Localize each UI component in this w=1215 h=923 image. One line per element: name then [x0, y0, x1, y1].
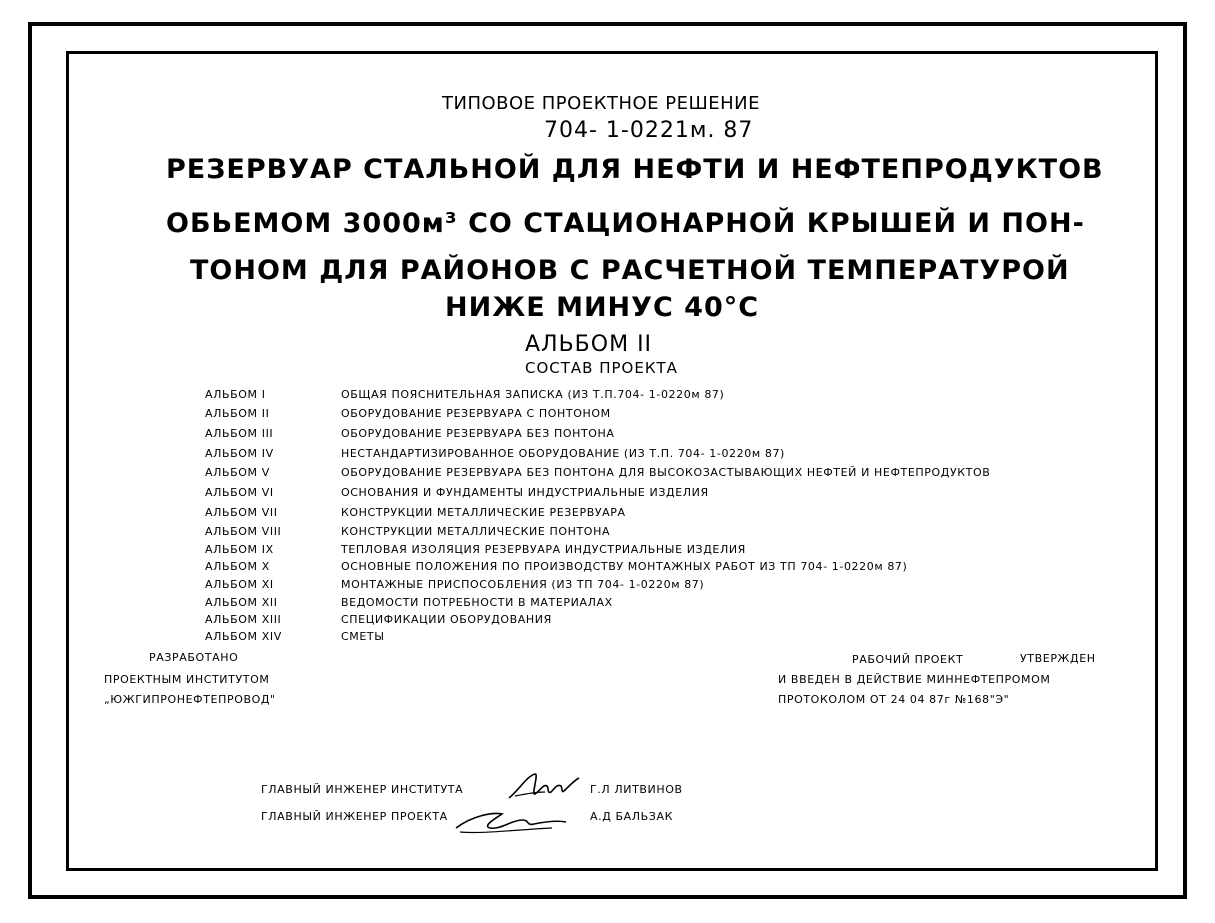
developer-line-1: РАЗРАБОТАНО	[149, 651, 239, 664]
album-description: ОБОРУДОВАНИЕ РЕЗЕРВУАРА БЕЗ ПОНТОНА	[341, 427, 615, 440]
album-description: ОБОРУДОВАНИЕ РЕЗЕРВУАРА БЕЗ ПОНТОНА ДЛЯ ВЫСОКОЗАСТЫВАЮЩИХ НЕФТЕЙ И НЕФТЕПРОДУКТОВ	[341, 466, 991, 479]
album-label: АЛЬБОМ XI	[205, 578, 274, 591]
album-description: КОНСТРУКЦИИ МЕТАЛЛИЧЕСКИЕ РЕЗЕРВУАРА	[341, 506, 626, 519]
signature-name: Г.Л ЛИТВИНОВ	[590, 783, 683, 796]
title-line-4: НИЖЕ МИНУС 40°С	[445, 292, 760, 323]
album-label: АЛЬБОМ V	[205, 466, 270, 479]
signature-role: ГЛАВНЫЙ ИНЖЕНЕР ИНСТИТУТА	[261, 783, 464, 796]
signature-name: А.Д БАЛЬЗАК	[590, 810, 673, 823]
album-label: АЛЬБОМ XIII	[205, 613, 282, 626]
title-line-1: РЕЗЕРВУАР СТАЛЬНОЙ ДЛЯ НЕФТИ И НЕФТЕПРОДУКТОВ	[166, 154, 1104, 185]
series-label: ТИПОВОЕ ПРОЕКТНОЕ РЕШЕНИЕ	[442, 93, 760, 114]
project-number: 704- 1-0221м. 87	[544, 118, 754, 143]
developer-line-2: ПРОЕКТНЫМ ИНСТИТУТОМ	[104, 673, 270, 686]
album-description: СМЕТЫ	[341, 630, 385, 643]
approval-line-1a: РАБОЧИЙ ПРОЕКТ	[852, 653, 964, 666]
approval-line-3: ПРОТОКОЛОМ ОТ 24 04 87г №168"Э"	[778, 693, 1010, 706]
album-description: ОСНОВАНИЯ И ФУНДАМЕНТЫ ИНДУСТРИАЛЬНЫЕ ИЗДЕЛИЯ	[341, 486, 709, 499]
album-label: АЛЬБОМ I	[205, 388, 266, 401]
title-line-2: ОБЬЕМОМ 3000м³ СО СТАЦИОНАРНОЙ КРЫШЕЙ И ПОН-	[166, 208, 1085, 239]
title-line-3: ТОНОМ ДЛЯ РАЙОНОВ С РАСЧЕТНОЙ ТЕМПЕРАТУРОЙ	[190, 255, 1070, 286]
album-label: АЛЬБОМ IV	[205, 447, 274, 460]
album-description: НЕСТАНДАРТИЗИРОВАННОЕ ОБОРУДОВАНИЕ (ИЗ Т.П. 704- 1-0220м 87)	[341, 447, 785, 460]
album-label: АЛЬБОМ III	[205, 427, 274, 440]
album-description: СПЕЦИФИКАЦИИ ОБОРУДОВАНИЯ	[341, 613, 552, 626]
approval-line-2: И ВВЕДЕН В ДЕЙСТВИЕ МИННЕФТЕПРОМОМ	[778, 673, 1051, 686]
album-title: АЛЬБОМ II	[525, 332, 653, 357]
composition-title: СОСТАВ ПРОЕКТА	[525, 359, 678, 377]
album-description: ВЕДОМОСТИ ПОТРЕБНОСТИ В МАТЕРИАЛАХ	[341, 596, 613, 609]
signature-role: ГЛАВНЫЙ ИНЖЕНЕР ПРОЕКТА	[261, 810, 448, 823]
album-description: ОБЩАЯ ПОЯСНИТЕЛЬНАЯ ЗАПИСКА (ИЗ Т.П.704- 1-0220м 87)	[341, 388, 725, 401]
album-description: ТЕПЛОВАЯ ИЗОЛЯЦИЯ РЕЗЕРВУАРА ИНДУСТРИАЛЬНЫЕ ИЗДЕЛИЯ	[341, 543, 746, 556]
album-label: АЛЬБОМ IX	[205, 543, 274, 556]
album-label: АЛЬБОМ VIII	[205, 525, 282, 538]
album-description: ОБОРУДОВАНИЕ РЕЗЕРВУАРА С ПОНТОНОМ	[341, 407, 611, 420]
album-description: МОНТАЖНЫЕ ПРИСПОСОБЛЕНИЯ (ИЗ ТП 704- 1-0220м 87)	[341, 578, 705, 591]
approval-line-1b: УТВЕРЖДЕН	[1020, 652, 1096, 665]
album-label: АЛЬБОМ II	[205, 407, 270, 420]
album-label: АЛЬБОМ XII	[205, 596, 278, 609]
album-label: АЛЬБОМ VI	[205, 486, 274, 499]
album-label: АЛЬБОМ X	[205, 560, 270, 573]
developer-line-3: „ЮЖГИПРОНЕФТЕПРОВОД"	[104, 693, 276, 706]
signature-2-icon	[452, 806, 572, 836]
album-label: АЛЬБОМ XIV	[205, 630, 282, 643]
album-label: АЛЬБОМ VII	[205, 506, 278, 519]
signature-1-icon	[505, 770, 585, 804]
album-description: КОНСТРУКЦИИ МЕТАЛЛИЧЕСКИЕ ПОНТОНА	[341, 525, 611, 538]
album-description: ОСНОВНЫЕ ПОЛОЖЕНИЯ ПО ПРОИЗВОДСТВУ МОНТАЖНЫХ РАБОТ ИЗ ТП 704- 1-0220м 87)	[341, 560, 908, 573]
